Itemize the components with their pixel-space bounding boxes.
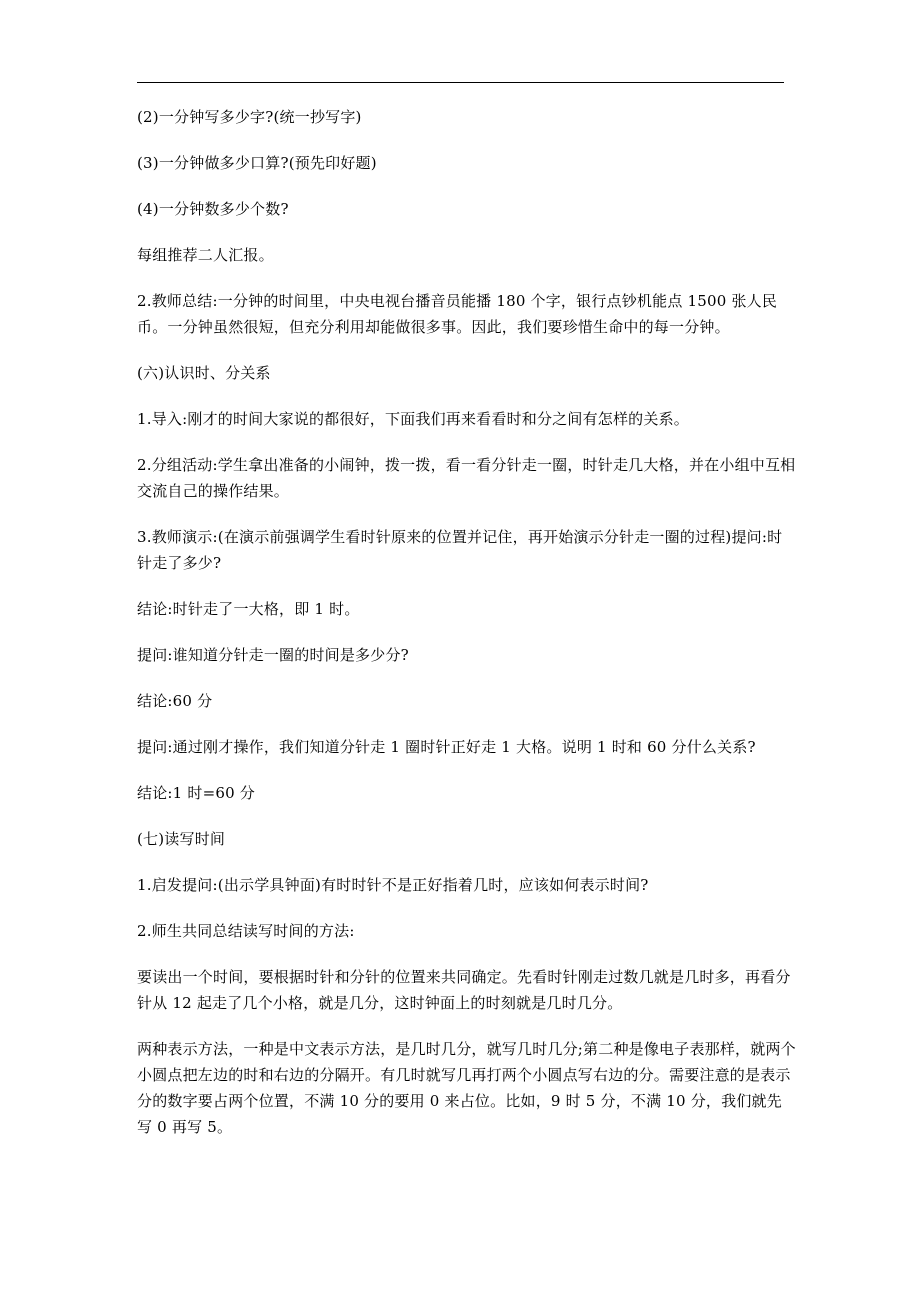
paragraph: (2)一分钟写多少字?(统一抄写字) [137, 108, 362, 126]
paragraph: 提问:谁知道分针走一圈的时间是多少分? [137, 646, 409, 664]
paragraph: (4)一分钟数多少个数? [137, 200, 289, 218]
paragraph: 两种表示方法，一种是中文表示方法，是几时几分，就写几时几分;第二种是像电子表那样，就两个小圆点把左边的时和右边的分隔开。有几时就写几再打两个小圆点写右边的分。需要注意的是表示分的数字要占两个位置，不满 10 分的要用 0 来占位。比如，9 时 5 分，不满 10 分，我们就先写 0 再写 5。 [137, 1040, 796, 1136]
paragraph: 2.教师总结:一分钟的时间里，中央电视台播音员能播 180 个字，银行点钞机能点 1500 张人民币。一分钟虽然很短，但充分利用却能做很多事。因此，我们要珍惜生命中的每一分钟。 [137, 292, 778, 336]
section-heading: (六)认识时、分关系 [137, 364, 271, 382]
paragraph: 2.分组活动:学生拿出准备的小闹钟，拨一拨，看一看分针走一圈，时针走几大格，并在小组中互相交流自己的操作结果。 [137, 456, 796, 500]
paragraph: 提问:通过刚才操作，我们知道分针走 1 圈时针正好走 1 大格。说明 1 时和 60 分什么关系? [137, 738, 756, 756]
paragraph: 1.启发提问:(出示学具钟面)有时时针不是正好指着几时，应该如何表示时间? [137, 876, 649, 894]
document-body [137, 104, 797, 1160]
paragraph: 要读出一个时间，要根据时针和分针的位置来共同确定。先看时针刚走过数几就是几时多，再看分针从 12 起走了几个小格，就是几分，这时钟面上的时刻就是几时几分。 [137, 968, 791, 1012]
paragraph: 结论:1 时=60 分 [137, 784, 255, 802]
paragraph: 3.教师演示:(在演示前强调学生看时针原来的位置并记住，再开始演示分针走一圈的过程)提问:时针走了多少? [137, 528, 783, 572]
paragraph: (3)一分钟做多少口算?(预先印好题) [137, 154, 377, 172]
paragraph: 结论:时针走了一大格，即 1 时。 [137, 600, 360, 618]
paragraph: 2.师生共同总结读写时间的方法: [137, 922, 355, 940]
header-rule [137, 82, 784, 83]
paragraph: 1.导入:刚才的时间大家说的都很好，下面我们再来看看时和分之间有怎样的关系。 [137, 410, 689, 428]
section-heading: (七)读写时间 [137, 830, 226, 848]
paragraph: 结论:60 分 [137, 692, 213, 710]
paragraph: 每组推荐二人汇报。 [137, 246, 274, 264]
